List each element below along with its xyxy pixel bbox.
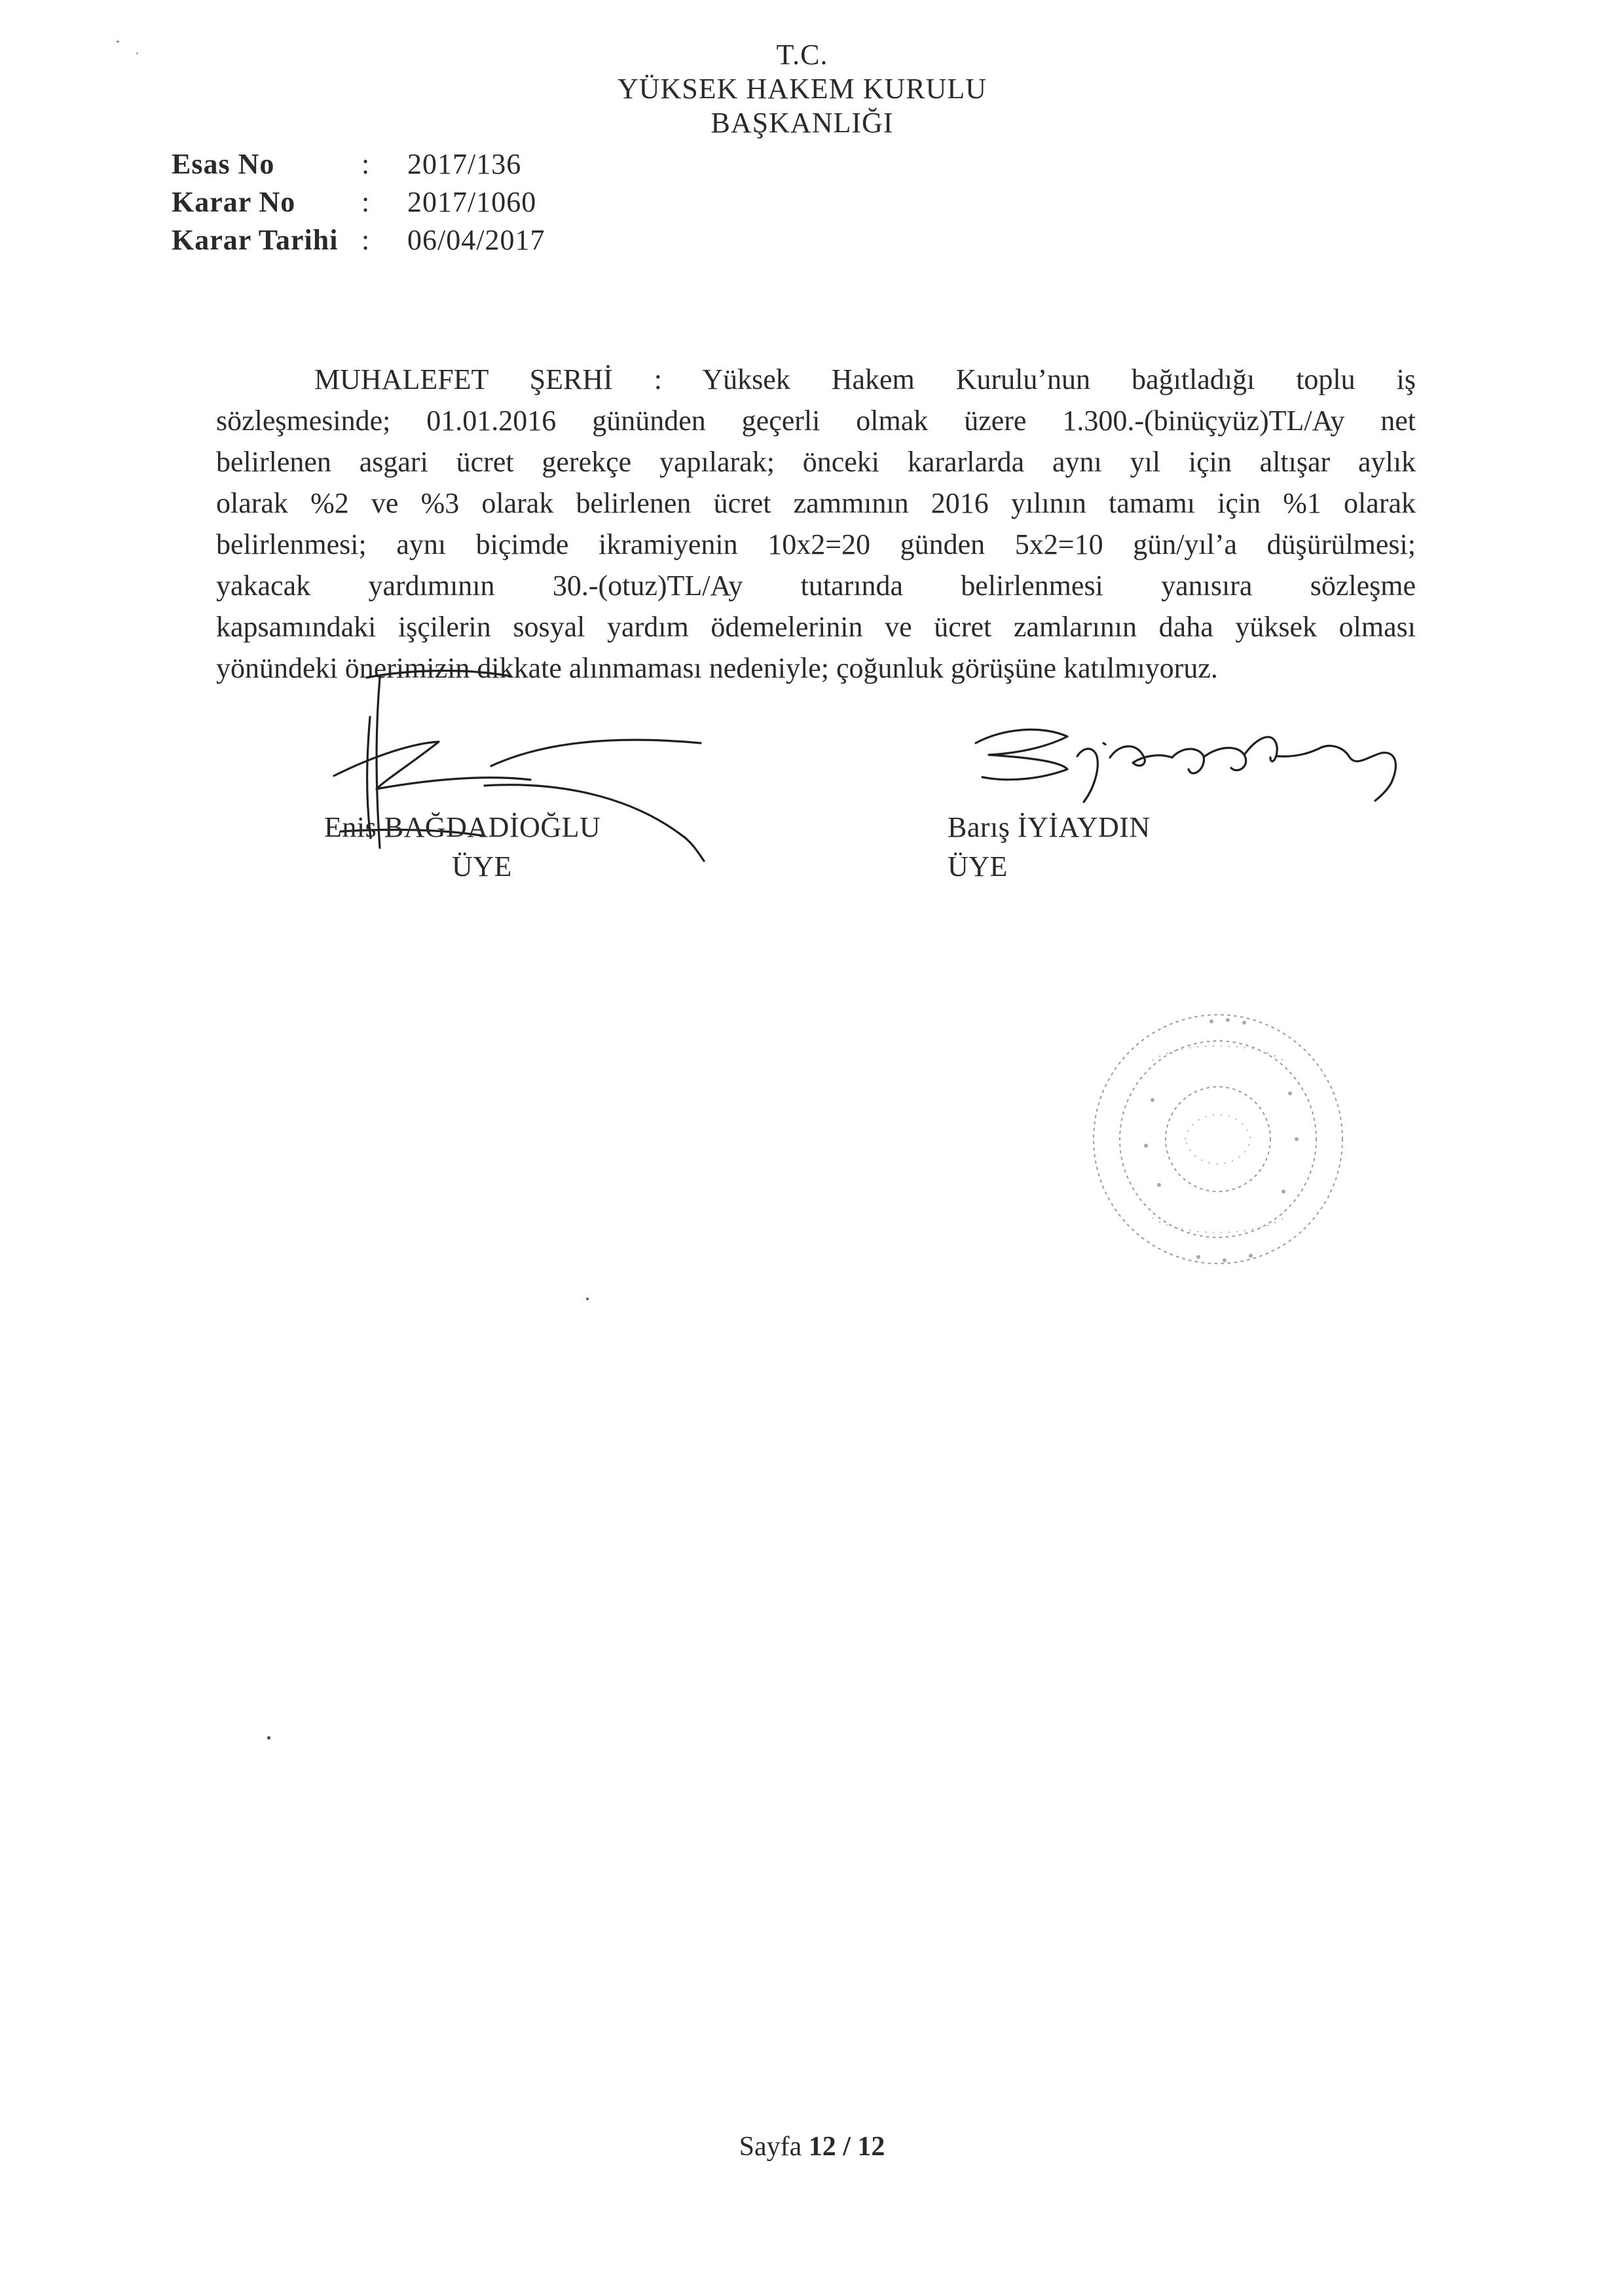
page-number	[681, 2131, 943, 2162]
header-tc: T.C.	[776, 39, 828, 71]
paragraph-line: yönündeki önerimizin dikkate alınmaması nedeniyle; çoğunluk görüşüne katılmıyoruz.	[216, 652, 1218, 684]
meta-colon: :	[361, 224, 370, 256]
scan-speck	[267, 1736, 270, 1740]
header-presidency: BAŞKANLIĞI	[710, 107, 894, 139]
dissent-paragraph	[216, 359, 1416, 689]
paragraph-line: MUHALEFET ŞERHİ : Yüksek Hakem Kurulu’nun bağıtladığı toplu iş	[314, 363, 1416, 395]
meta-row-karar-tarihi	[172, 221, 545, 259]
paragraph-line: yakacak yardımının 30.-(otuz)TL/Ay tutarında belirlenmesi yanısıra sözleşme	[216, 570, 1416, 602]
meta-label: Karar Tarihi	[172, 224, 339, 256]
paragraph-line: sözleşmesinde; 01.01.2016 gününden geçerli olmak üzere 1.300.-(binüçyüz)TL/Ay net	[216, 405, 1416, 437]
meta-row-esas-no	[172, 145, 545, 183]
signatory-right-role: ÜYE	[948, 850, 1008, 883]
paragraph-line: belirlenmesi; aynı biçimde ikramiyenin 10x2=20 günden 5x2=10 gün/yıl’a düşürülmesi;	[216, 528, 1416, 560]
meta-value: 06/04/2017	[407, 224, 545, 256]
paragraph-line: kapsamındaki işçilerin sosyal yardım ödemelerinin ve ücret zamlarının daha yüksek olması	[216, 611, 1416, 643]
meta-colon: :	[361, 148, 370, 180]
case-metadata	[172, 145, 545, 259]
signature-right	[963, 717, 1408, 815]
page-number-value: 12 / 12	[808, 2132, 885, 2162]
paragraph-line: olarak %2 ve %3 olarak belirlenen ücret zammının 2016 yılının tamamı için %1 olarak	[216, 487, 1416, 519]
meta-label: Karar No	[172, 186, 296, 218]
signature-left	[314, 665, 733, 881]
meta-colon: :	[361, 186, 370, 218]
meta-value: 2017/1060	[407, 186, 537, 218]
signatory-left-role: ÜYE	[452, 850, 512, 883]
meta-label: Esas No	[172, 148, 275, 180]
header-institution: YÜKSEK HAKEM KURULU	[617, 73, 987, 105]
scan-speck	[136, 52, 138, 54]
scan-speck	[586, 1298, 589, 1300]
page-number-prefix: Sayfa	[739, 2132, 802, 2162]
scan-speck	[117, 41, 119, 43]
paragraph-line: belirlenen asgari ücret gerekçe yapılarak; önceki kararlarda aynı yıl için altışar aylık	[216, 446, 1416, 478]
meta-value: 2017/136	[407, 148, 522, 180]
signatory-right-name: Barış İYİAYDIN	[948, 811, 1151, 843]
signatory-left-name: Enis BAĞDADİOĞLU	[324, 811, 601, 843]
official-seal	[1074, 982, 1362, 1296]
meta-row-karar-no	[172, 183, 545, 221]
